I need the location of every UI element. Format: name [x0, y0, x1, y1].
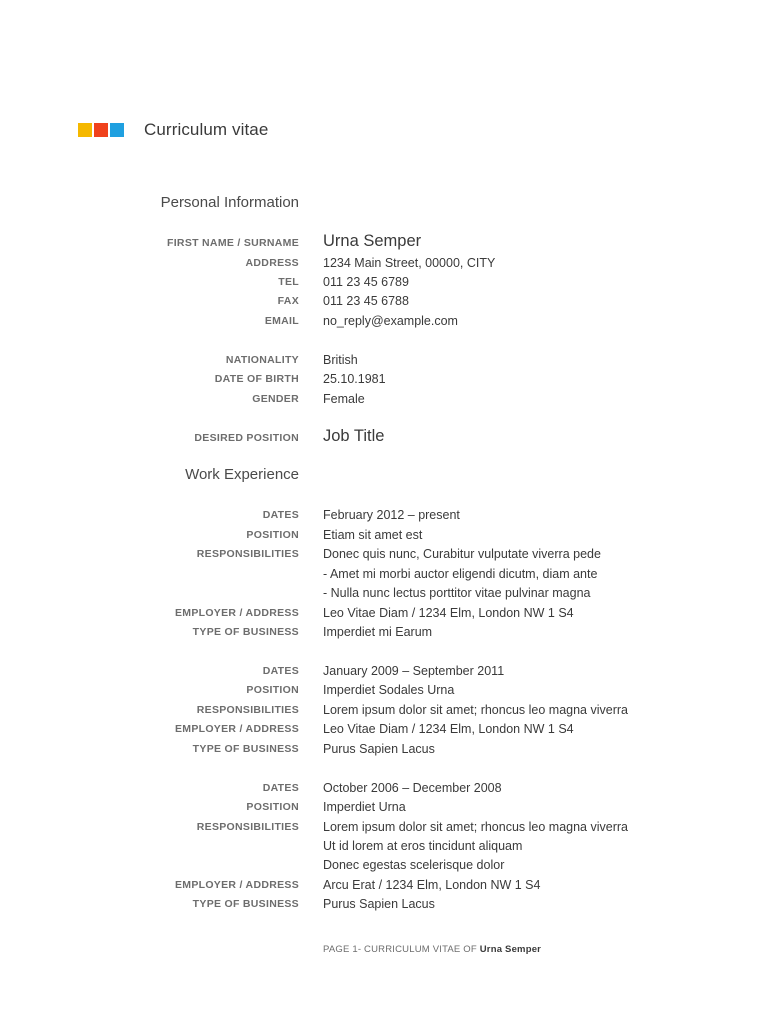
footer-prefix: PAGE 1- CURRICULUM VITAE OF	[323, 944, 477, 955]
position-label: POSITION	[246, 529, 299, 541]
job-responsibility: - Amet mi morbi auctor eligendi dicutm, diam ante	[323, 567, 598, 581]
job-dates: January 2009 – September 2011	[323, 664, 505, 678]
job-3-responsibilities-row	[0, 817, 768, 837]
nationality-row	[0, 350, 768, 370]
email-label: EMAIL	[264, 315, 299, 327]
job-position: Imperdiet Sodales Urna	[323, 683, 455, 697]
nationality-label: NATIONALITY	[225, 354, 299, 366]
job-1-employer-row	[0, 603, 768, 623]
fax-label: FAX	[277, 295, 299, 307]
gender-label: GENDER	[252, 393, 299, 405]
job-responsibility: Ut id lorem at eros tincidunt aliquam	[323, 839, 523, 853]
dates-label: DATES	[262, 782, 299, 794]
job-responsibility: Donec egestas scelerisque dolor	[323, 858, 505, 872]
address-label: ADDRESS	[245, 257, 299, 269]
tel-value: 011 23 45 6789	[323, 275, 409, 289]
job-3-dates-row	[0, 778, 768, 798]
page-footer	[323, 944, 541, 955]
responsibilities-label: RESPONSIBILITIES	[196, 821, 299, 833]
name-label: FIRST NAME / SURNAME	[167, 237, 299, 249]
job-dates: October 2006 – December 2008	[323, 781, 502, 795]
work-experience-heading: Work Experience	[185, 466, 299, 483]
fax-value: 011 23 45 6788	[323, 294, 409, 308]
job-dates: February 2012 – present	[323, 508, 460, 522]
document-title: Curriculum vitae	[144, 120, 269, 139]
nationality-value: British	[323, 353, 358, 367]
job-2-position-row	[0, 680, 768, 700]
job-responsibility: - Nulla nunc lectus porttitor vitae pulvinar magna	[323, 586, 591, 600]
desired-position-label: DESIRED POSITION	[194, 432, 299, 444]
job-1-dates-row	[0, 505, 768, 525]
job-position: Etiam sit amet est	[323, 528, 423, 542]
job-2-employer-row	[0, 719, 768, 739]
dob-label: DATE OF BIRTH	[214, 373, 299, 385]
job-3-position-row	[0, 797, 768, 817]
logo-square-blue	[110, 123, 124, 137]
job-employer: Arcu Erat / 1234 Elm, London NW 1 S4	[323, 878, 541, 892]
fax-row	[0, 291, 768, 311]
job-responsibility: Lorem ipsum dolor sit amet; rhoncus leo magna viverra	[323, 703, 628, 717]
job-1-responsibility-row	[0, 583, 768, 603]
name-row	[0, 232, 768, 252]
document-header	[78, 120, 268, 140]
job-3-employer-row	[0, 875, 768, 895]
job-3-responsibility-row	[0, 836, 768, 856]
job-3-business-row	[0, 894, 768, 914]
job-2-business-row	[0, 739, 768, 759]
logo-square-yellow	[78, 123, 92, 137]
job-3-responsibility-row	[0, 855, 768, 875]
job-1-business-row	[0, 622, 768, 642]
gender-row	[0, 389, 768, 409]
gender-value: Female	[323, 392, 365, 406]
position-label: POSITION	[246, 684, 299, 696]
logo-square-red	[94, 123, 108, 137]
business-label: TYPE OF BUSINESS	[192, 743, 299, 755]
job-business: Purus Sapien Lacus	[323, 742, 435, 756]
dob-value: 25.10.1981	[323, 372, 386, 386]
personal-info-heading: Personal Information	[160, 194, 299, 211]
business-label: TYPE OF BUSINESS	[192, 626, 299, 638]
dob-row	[0, 369, 768, 389]
tel-row	[0, 272, 768, 292]
job-2-dates-row	[0, 661, 768, 681]
business-label: TYPE OF BUSINESS	[192, 898, 299, 910]
responsibilities-label: RESPONSIBILITIES	[196, 548, 299, 560]
logo	[78, 123, 124, 137]
job-employer: Leo Vitae Diam / 1234 Elm, London NW 1 S4	[323, 606, 574, 620]
dates-label: DATES	[262, 665, 299, 677]
job-responsibility: Lorem ipsum dolor sit amet; rhoncus leo magna viverra	[323, 820, 628, 834]
dates-label: DATES	[262, 509, 299, 521]
email-value: no_reply@example.com	[323, 314, 458, 328]
job-1-responsibilities-row	[0, 544, 768, 564]
desired-position-row	[0, 427, 768, 447]
full-name: Urna Semper	[323, 232, 422, 250]
job-business: Imperdiet mi Earum	[323, 625, 433, 639]
job-employer: Leo Vitae Diam / 1234 Elm, London NW 1 S4	[323, 722, 574, 736]
employer-label: EMPLOYER / ADDRESS	[174, 607, 299, 619]
job-position: Imperdiet Urna	[323, 800, 406, 814]
footer-name: Urna Semper	[479, 944, 542, 955]
employer-label: EMPLOYER / ADDRESS	[174, 723, 299, 735]
desired-position-value: Job Title	[323, 427, 385, 445]
responsibilities-label: RESPONSIBILITIES	[196, 704, 299, 716]
position-label: POSITION	[246, 801, 299, 813]
job-2-responsibilities-row	[0, 700, 768, 720]
job-responsibility: Donec quis nunc, Curabitur vulputate viverra pede	[323, 547, 601, 561]
job-business: Purus Sapien Lacus	[323, 897, 435, 911]
employer-label: EMPLOYER / ADDRESS	[174, 879, 299, 891]
tel-label: TEL	[278, 276, 299, 288]
address-value: 1234 Main Street, 00000, CITY	[323, 256, 496, 270]
address-row	[0, 253, 768, 273]
job-1-position-row	[0, 525, 768, 545]
job-1-responsibility-row	[0, 564, 768, 584]
email-row	[0, 311, 768, 331]
